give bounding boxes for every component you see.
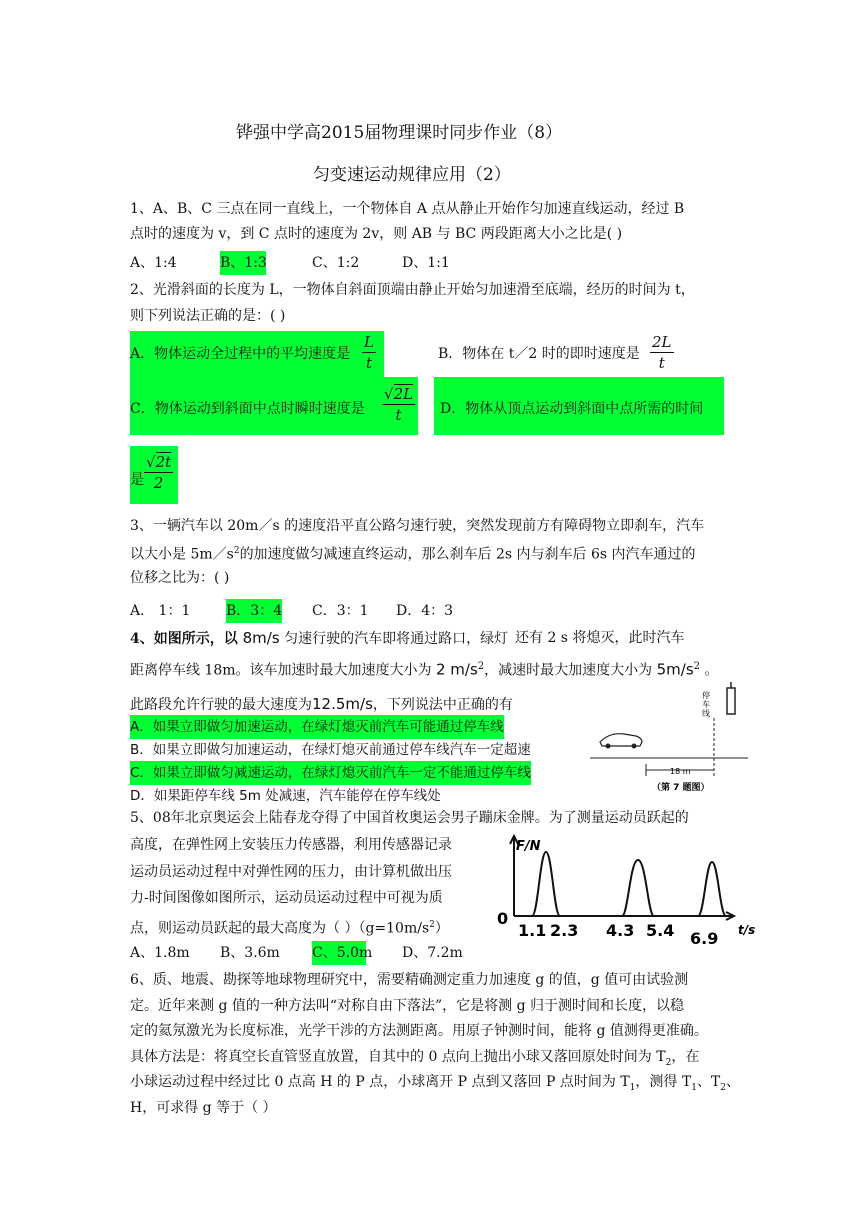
q4-line3: 此路段允许行驶的最大速度为12.5m/s，下列说法中正确的有 (130, 695, 513, 713)
q5-line3: 运动员运动过程中对弹性网的压力，由计算机做出压 (130, 864, 452, 880)
traffic-light-icon (727, 688, 735, 714)
q2-option-c: C．物体运动到斜面中点时瞬时速度是 (130, 401, 365, 417)
q6-line6: H，可求得 g 等于（ ） (130, 1100, 277, 1116)
q3-option-d: D．4：3 (396, 603, 454, 619)
q3-line1: 3、一辆汽车以 20m／s 的速度沿平直公路匀速行驶，突然发现前方有障碍物立即刹车，汽车 (130, 518, 705, 534)
q6-line2: 定。近年来测 g 值的一种方法叫“对称自由下落法”，它是将测 g 归于测时间和长度，以稳 (130, 998, 685, 1014)
q2-line2: 则下列说法正确的是：( ) (130, 308, 286, 324)
graph-tick: 2.3 (550, 921, 579, 940)
q4-line1c: 还有 2 s 将熄灭，此时汽车 (515, 630, 685, 646)
page-subtitle: 匀变速运动规律应用（2） (313, 165, 511, 185)
q5-option-d: D、7.2m (402, 945, 463, 961)
q6-line4: 具体方法是：将真空长直管竖直放置，自其中的 0 点向上抛出小球又落回原处时间为 $T_2$，在 (130, 1049, 700, 1068)
q2-option-c-fraction: $\frac{√2L}{t}$ (384, 385, 414, 424)
graph-tick: 4.3 (606, 921, 635, 940)
q5-line2: 高度，在弹性网上安装压力传感器，利用传感器记录 (130, 837, 452, 853)
q6-line5: 小球运动过程中经过比 0 点高 H 的 P 点，小球离开 P 点到又落回 P 点时间为 $T_1$，测得 $T_1$、$T_2$、 (130, 1074, 741, 1093)
q1-line1: 1、A、B、C 三点在同一直线上，一个物体自 A 点从静止开始作匀加速直线运动，经过 B (130, 201, 685, 217)
graph-tick: 5.4 (646, 921, 675, 940)
q4-option-d: D．如果距停车线 5m 处减速，汽车能停在停车线处 (130, 788, 441, 804)
q2-option-d: D．物体从顶点运动到斜面中点所需的时间 (440, 401, 704, 417)
graph-x-label: t/s (738, 923, 756, 937)
q2-option-a: A．物体运动全过程中的平均速度是 (130, 346, 351, 362)
q1-option-b: B、1:3 (220, 251, 266, 275)
q4-figure-distance: 18 m (670, 767, 691, 776)
q1-option-d: D、1:1 (402, 255, 450, 271)
graph-peak-2 (622, 860, 654, 916)
q1-option-a: A、1:4 (130, 255, 177, 271)
q5-option-c: C、5.0m (312, 941, 366, 965)
graph-y-label: F/N (516, 839, 541, 854)
q2-option-b: B．物体在 t／2 时的即时速度是 (438, 346, 640, 362)
q5-option-a: A、1.8m (130, 945, 190, 961)
q4-option-b: B．如果立即做匀加速运动，在绿灯熄灭前通过停车线汽车一定超速 (130, 742, 531, 758)
q4-figure-stopline-label: 停车线 (702, 691, 710, 718)
q6-line1: 6、质、地震、勘探等地球物理研究中，需要精确测定重力加速度 g 的值，g 值可由试验测 (130, 972, 689, 988)
q4-figure (590, 682, 750, 800)
q4-option-c: C．如果立即做匀减速运动，在绿灯熄灭前汽车一定不能通过停车线 (130, 761, 531, 785)
graph-tick: 6.9 (690, 929, 719, 948)
q3-option-a: A． 1：1 (130, 603, 191, 619)
q4-option-a: A．如果立即做匀加速运动，在绿灯熄灭前汽车可能通过停车线 (130, 715, 504, 739)
q5-line1: 5、08年北京奥运会上陆春龙夺得了中国首枚奥运会男子蹦床金牌。为了测量运动员跃起的 (130, 810, 689, 826)
graph-peak-1 (532, 852, 560, 916)
q6-line3: 定的氦氖激光为长度标准，光学干涉的方法测距离。用原子钟测时间，能将 g 值测得更准确。 (130, 1023, 708, 1039)
q2-option-b-fraction: $\frac{2L}{t}$ (652, 333, 672, 372)
graph-tick: 1.1 (518, 921, 547, 940)
page-title: 铧强中学高2015届物理课时同步作业（8） (236, 123, 563, 143)
q2-option-d-fraction: $\frac{√2t}{2}$ (146, 453, 172, 492)
q5-line5: 点，则运动员跃起的最大高度为（ ）$(g=10m/s^2)$ (130, 920, 449, 937)
q3-line2: 以大小是 $5m/s^2$的加速度做匀减速直终运动，那么刹车后 2s 内与刹车后 6s 内汽车通过的 (130, 546, 696, 563)
q4-line2: 距离停车线 18m。该车加速时最大加速度大小为 2 $m/s^2$，减速时最大加速度大小为 $5m/s^2$ 。 (130, 660, 719, 679)
q2-option-d2: 是 (130, 472, 144, 488)
q1-option-c: C、1:2 (312, 255, 360, 271)
graph-peak-3 (698, 862, 726, 916)
graph-origin: 0 (497, 909, 509, 928)
q3-option-c: C．3：1 (312, 603, 369, 619)
q4-figure-caption: （第 7 题图） (652, 783, 710, 793)
force-time-graph (494, 832, 762, 950)
q2-option-a-fraction: $\frac{L}{t}$ (364, 333, 374, 372)
q3-line3: 位移之比为：( ) (130, 570, 230, 586)
q1-line2: 点时的速度为 v，到 C 点时的速度为 2v，则 AB 与 BC 两段距离大小之比是( ) (130, 226, 623, 242)
q3-option-b: B．3：4 (226, 599, 282, 623)
q5-option-b: B、3.6m (220, 945, 280, 961)
q5-line4: 力-时间图像如图所示，运动员运动过程中可视为质 (130, 890, 443, 906)
q4-line1: 4、如图所示，以 8m/s 匀速行驶的汽车即将通过路口，绿灯 (130, 629, 509, 647)
car-icon (600, 734, 642, 746)
q2-line1: 2、光滑斜面的长度为 L，一物体自斜面顶端由静止开始匀加速滑至底端，经历的时间为 t， (130, 282, 695, 298)
